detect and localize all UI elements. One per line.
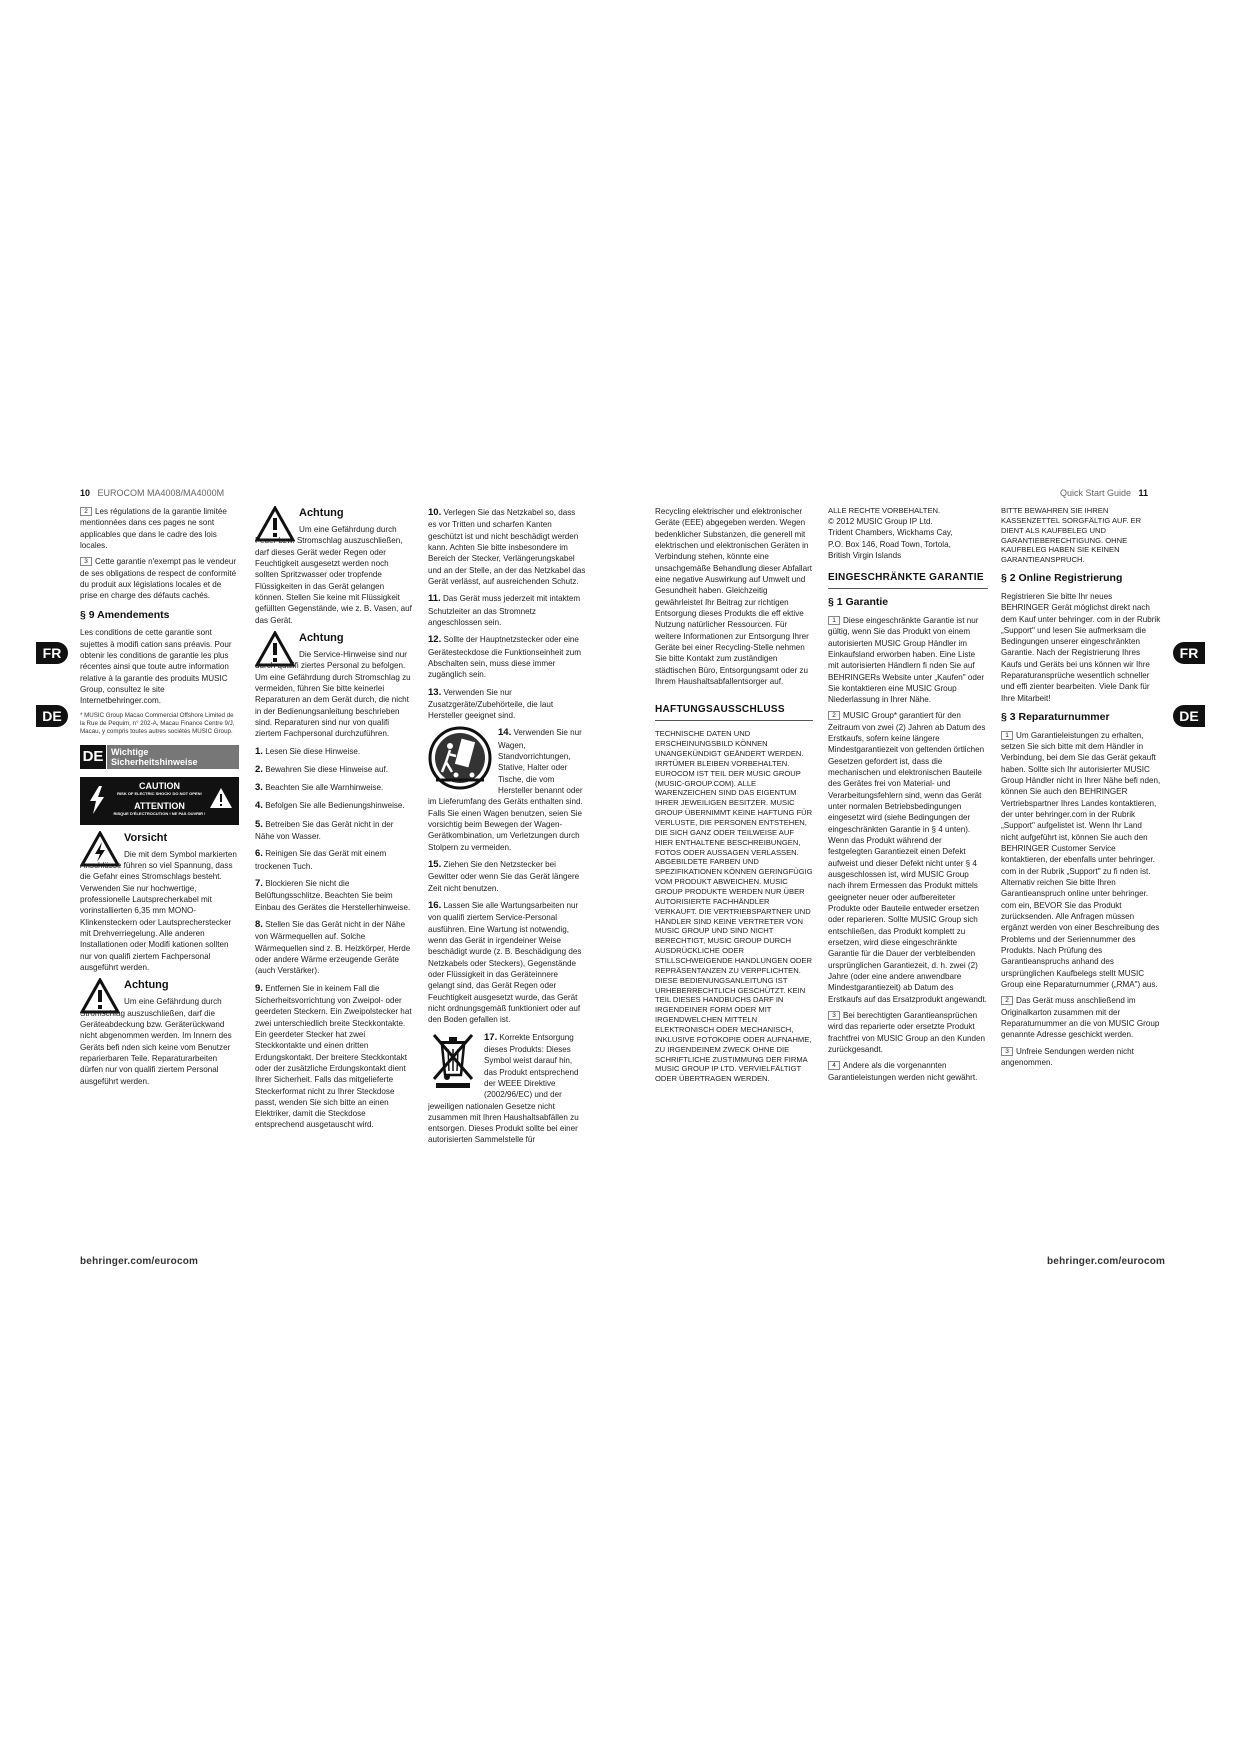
achtung-text: Um eine Gefährdung durch Stromschlag auszuschließen, darf die Geräteabdeckung bzw. Geräterückwand nicht abgenommen werden. Im Innern des Geräts befi nden sich keine vom Benutzer reparierbaren Teile. Reparaturarbeiten dürfen nur von qualifi ziertem Personal ausgeführt werden.: [80, 997, 232, 1086]
amendements-text: Les conditions de cette garantie sont sujettes à modifi cation sans préavis. Pour obtenir les conditions de garantie les plus récentes ainsi que toute autre information relative à la garantie des produits MUSIC Group, consultez le site Internetbehringer.com.: [80, 628, 232, 706]
paragraph: 1 Um Garantieleistungen zu erhalten, setzen Sie sich bitte mit dem Händler in Verbindung, bei dem Sie das Gerät gekauft haben. Sollte sich Ihr autorisierter MUSIC Group Händler nicht in Ihrer Nähe befi nden, können Sie auch den BEHRINGER Vertriebspartner Ihres Landes kontaktieren, der unter behringer.com in der Rubrik „Support" aufgelistet ist. Wenn Ihr Land nicht aufgeführt ist, können Sie auch den BEHRINGER Customer Service kontaktieren, der ebenfalls unter behringer. com in der Rubrik „Support" zu fi nden ist. Alternativ reichen Sie bitte Ihren Garantieanspruch online unter behringer. com ein, BEVOR Sie das Produkt zurücksenden. Alle Anfragen müssen ergänzt werden von einer Beschreibung des Problems und der Seriennummer des Produkts. Nach Prüfung des Garantieanspruchs anhand des ursprünglichen Kaufbelegs stellt MUSIC Group eine Reparaturnummer („RMA") aus.: [1001, 730, 1161, 990]
list-item: 14. Verwenden Sie nur Wagen, Standvorrichtungen, Stative, Halter oder Tische, die vom Hersteller benannt oder im Lieferumfang des Geräts enthalten sind. Falls Sie einen Wagen benutzen, seien Sie vorsichtig beim Bewegen der Wagen-Gerätkombination, um Verletzungen durch Stolpern zu vermeiden.: [428, 727, 583, 852]
registrierung-heading: § 2 Online Registrierung: [1001, 572, 1123, 585]
list-item: 9. Entfernen Sie in keinem Fall die Sicherheitsvorrichtung von Zweipol- oder geerdeten Steckern. Ein Zweipolstecker hat zwei unterschiedlich breite Steckkontakte. Ein geerdeter Stecker hat zwei Steckkontakte und einen dritten Erdungskontakt. Der breitere Steckkontakt oder der zusätzliche Erdungskontakt dient Ihrer Sicherheit. Falls das mitgelieferte Steckerformat nicht zu Ihrer Steckdose passt, wenden Sie sich bitte an einen Elektriker, damit die Steckdose entsprechend ausgetauscht wird.: [255, 982, 412, 1130]
product-name: EUROCOM MA4008/MA4000M: [97, 488, 225, 498]
achtung-heading: Achtung: [124, 979, 169, 992]
list-item: 4. Befolgen Sie alle Bedienungshinweise.: [255, 800, 405, 812]
amendements-heading: § 9 Amendements: [80, 608, 170, 621]
lang-tab-fr-left: FR: [36, 642, 68, 664]
column-3: [428, 506, 586, 1151]
right-header: [1060, 488, 1148, 498]
section-title: Wichtige Sicherheitshinweise: [107, 745, 239, 769]
paragraph: 3 Bei berechtigten Garantieansprüchen wird das reparierte oder ersetzte Produkt frachtfrei von MUSIC Group an den Kunden zurückgesandt.: [828, 1011, 986, 1054]
column-4: [655, 506, 813, 1089]
safety-list: [255, 745, 413, 1131]
list-item-17: [428, 1031, 586, 1146]
list-item: 16. Lassen Sie alle Wartungsarbeiten nur von qualifi ziertem Service-Personal ausführen. Eine Wartung ist notwendig, wenn das Gerät in irgendeiner Weise beschädigt wurde (z. B. Beschädigung des Netzkabels oder Steckers), Gegenstände oder Flüssigkeit in das Geräteinnere gelangt sind, das Gerät Regen oder Feuchtigkeit ausgesetzt wurde, das Gerät nicht ordnungsgemäß funktioniert oder auf den Boden gefallen ist.: [428, 899, 582, 1025]
list-item: 1. Lesen Sie diese Hinweise.: [255, 745, 361, 757]
list-item: 6. Reinigen Sie das Gerät mit einem trockenen Tuch.: [255, 848, 387, 871]
achtung-text: Die Service-Hinweise sind nur durch qualifi ziertes Personal zu befolgen. Um eine Gefährdung durch Stromschlag zu vermeiden, führen Sie bitte keinerlei Reparaturen an dem Gerät durch, die nicht in der Bedienungsanleitung beschrieben sind. Reparaturen sind nur von qualifi ziertem Fachpersonal durchzuführen.: [255, 649, 411, 739]
vorsicht-heading: Vorsicht: [124, 831, 168, 844]
caution-sub: RISK OF ELECTRIC SHOCK! DO NOT OPEN!: [117, 790, 202, 796]
address-line: British Virgin Islands: [828, 550, 902, 560]
number-marker: 3: [828, 1011, 840, 1020]
attention-sub: RISQUE D'ÉLECTROCUTION ! NE PAS OUVRIR !: [113, 810, 206, 816]
list-item: 12. Sollte der Hauptnetzstecker oder eine Gerätesteckdose die Funktionseinheit zum Abschalten sein, muss diese immer zugänglich sein.: [428, 634, 581, 680]
haftung-heading: HAFTUNGSAUSSCHLUSS: [655, 703, 813, 721]
left-header: [80, 488, 224, 498]
vorsicht-text: Die mit dem Symbol markierten Anschlüsse führen so viel Spannung, dass die Gefahr eines Stromschlags besteht. Verwenden Sie nur hochwertige, professionelle Lautsprecherkabel mit vorinstallierten 6,35 mm MONO-Klinkensteckern oder Lautsprecherstecker mit Drehverriegelung. Alle anderen Installationen oder Modifi kationen sollten nur von qualifi ziertem Fachpersonal ausgeführt werden.: [80, 849, 237, 972]
column-2: [255, 506, 413, 1136]
list-item: 11. Das Gerät muss jederzeit mit intaktem Schutzleiter an das Stromnetz angeschlossen sein.: [428, 593, 581, 627]
receipt-notice: BITTE BEWAHREN SIE IHREN KASSENZETTEL SORGFÄLTIG AUF. ER DIENT ALS KAUFBELEG UND GARANTIEBERECHTIGUNG. OHNE KAUFBELEG HABEN SIE KEINEN GARANTIEANSPRUCH.: [1001, 506, 1142, 565]
lang-tab-fr-right: FR: [1173, 642, 1205, 664]
copyright: © 2012 MUSIC Group IP Ltd.: [828, 516, 933, 526]
paragraph: 2 Das Gerät muss anschließend im Originalkarton zusammen mit der Reparaturnummer an die von MUSIC Group genannte Adresse geschickt werden.: [1001, 996, 1160, 1040]
recycling-text: Recycling elektrischer und elektronischer Geräte (EEE) abgegeben werden. Wegen bedenklicher Substanzen, die generell mit elektrischen und elektronischen Geräten in Verbindung stehen, könnte eine unsachgemäße Behandlung dieser Abfallart eine negative Auswirkung auf Umwelt und Gesundheit haben. Gleichzeitig gewährleistet Ihr Beitrag zur richtigen Entsorgung dieses Produkts die eff ektive Nutzung natürlicher Ressourcen. Für weitere Informationen zur Entsorgung Ihrer Geräte bei einer Recycling-Stelle nehmen Sie bitte Kontakt zum zuständigen städtischen Büro, Entsorgungsamt oder zu Ihrem Haushaltsabfallentsorger auf.: [655, 507, 813, 686]
cart-warning-icon: [428, 726, 492, 790]
garantie-s1-heading: § 1 Garantie: [828, 596, 889, 609]
achtung-text: Um eine Gefährdung durch Feuer bzw. Stromschlag auszuschließen, darf dieses Gerät weder Regen oder Feuchtigkeit ausgesetzt werden noch sollten Spritzwasser oder tropfende Flüssigkeiten in das Gerät gelangen können. Stellen Sie keine mit Flüssigkeit gefüllten Gegenstände, wie z. B. Vasen, auf das Gerät.: [255, 525, 412, 625]
list-item: 15. Ziehen Sie den Netzstecker bei Gewitter oder wenn Sie das Gerät längere Zeit nicht benutzen.: [428, 859, 580, 893]
number-marker: 1: [828, 616, 840, 625]
number-marker: 3: [1001, 1047, 1013, 1056]
paragraph: 4 Andere als die vorgenannten Garantieleistungen werden nicht gewährt.: [828, 1061, 978, 1082]
achtung-heading: Achtung: [299, 507, 344, 519]
caution-label: [80, 777, 239, 825]
lang-tab-de-left: DE: [36, 705, 68, 727]
list-item: 5. Betreiben Sie das Gerät nicht in der Nähe von Wasser.: [255, 818, 394, 842]
rights-reserved: ALLE RECHTE VORBEHALTEN.: [828, 506, 941, 515]
right-page-number: 11: [1138, 488, 1149, 498]
list-item: 3. Beachten Sie alle Warnhinweise.: [255, 782, 384, 794]
list-item: 10. Verlegen Sie das Netzkabel so, dass es vor Tritten und scharfen Kanten geschützt ist und nicht beschädigt werden kann. Achten Sie bitte insbesondere im Bereich der Stecker, Verlängerungskabel und an der Stelle, an der das Netzkabel das Gerät verlässt, auf ausreichenden Schutz.: [428, 507, 586, 586]
achtung-heading: Achtung: [299, 631, 344, 644]
paragraph: 3 Unfreie Sendungen werden nicht angenommen.: [1001, 1046, 1134, 1067]
column-5: [828, 506, 988, 1088]
registrierung-text: Registrieren Sie bitte Ihr neues BEHRINGER Gerät möglichst direkt nach dem Kauf unter behringer. com in der Rubrik „Support" und lesen Sie aufmerksam die Bedingungen unserer eingeschränkten Garantie. Nach der Registrierung Ihres Kaufs und Geräts bei uns können wir Ihre Reparaturansprüche wesentlich schneller und effi zienter bearbeiten. Viele Dank für Ihre Mitarbeit!: [1001, 591, 1161, 703]
section-lang: DE: [80, 745, 107, 769]
caution-title: CAUTION: [139, 780, 180, 791]
section-banner: [80, 745, 239, 769]
paragraph: 2 MUSIC Group* garantiert für den Zeitraum von zwei (2) Jahren ab Datum des Erstkaufs, sofern keine längere Mindestgarantiezeit von geltenden örtlichen Gesetzen gefordert ist, dass die mechanischen und elektronischen Bauteile des Gerätes frei von Material- und Verarbeitungsfehlern sind, wenn das Gerät unter normalen Betriebsbedingungen eingesetzt wird (siehe Bedingungen der eingeschränkten Garantie in § 4 unten). Wenn das Produkt während der festgelegten Garantiezeit einen Defekt aufweist und dieser Defekt nicht unter § 4 ausgeschlossen ist, wird MUSIC Group nach ihrem Ermessen das Produkt mittels geeigneter neuer oder aufbereiteter Produkte oder Bauteile entweder ersetzen oder reparieren. Sollte MUSIC Group sich entschließen, das Produkt komplett zu ersetzen, wird diese eingeschränkte Garantie für die Dauer der verbleibenden ursprünglichen Garantiezeit, d. h. zwei (2) Jahre (oder eine andere anwendbare Mindestgarantiezeit) ab Datum des Erstkaufs auf das Ersatzprodukt angewandt.: [828, 711, 987, 1004]
number-marker: 2: [828, 711, 840, 720]
footnote: * MUSIC Group Macao Commercial Offshore Limited de la Rue de Pequim, n° 202-A, Macau Finance Centre 9/J, Macau, y compris toutes autres sociétés MUSIC Group.: [80, 711, 235, 736]
left-footer-url[interactable]: behringer.com/eurocom: [80, 1256, 199, 1267]
paragraph: 1 Diese eingeschränkte Garantie ist nur gültig, wenn Sie das Produkt von einem autorisierten MUSIC Group Händler im Einkaufsland erworben haben. Eine Liste mit autorisierten Händlern fi nden Sie auf BEHRINGERs Website unter „Kaufen" oder Sie kontaktieren eine MUSIC Group Niederlassung in Ihrer Nähe.: [828, 615, 985, 705]
guide-label: Quick Start Guide: [1060, 488, 1132, 498]
number-marker: 1: [1001, 731, 1013, 740]
reparaturnummer-heading: § 3 Reparaturnummer: [1001, 711, 1110, 724]
paragraph: 2 Les régulations de la garantie limitée mentionnées dans ces pages ne sont applicables que dans le cadre des lois locales.: [80, 507, 227, 550]
list-item: 7. Blockieren Sie nicht die Belüftungsschlitze. Beachten Sie beim Einbau des Gerätes die Herstellerhinweise.: [255, 878, 411, 912]
list-item: 13. Verwenden Sie nur Zusatzgeräte/Zubehörteile, die laut Hersteller geeignet sind.: [428, 686, 554, 721]
list-item: 17. Korrekte Entsorgung dieses Produkts: Dieses Symbol weist darauf hin, das Produkt entsprechend der WEEE Direktive (2002/96/EC) und der jeweiligen nationalen Gesetze nicht zusammen mit Ihren Haushaltsabfällen zu entsorgen. Dieses Produkt sollte bei einer autorisierten Sammelstelle für: [428, 1031, 579, 1145]
haftung-text: TECHNISCHE DATEN UND ERSCHEINUNGSBILD KÖNNEN UNANGEKÜNDIGT GEÄNDERT WERDEN. IRRTÜMER BLEIBEN VORBEHALTEN. EUROCOM IST TEIL DER MUSIC GROUP (MUSIC-GROUP.COM). ALLE WARENZEICHEN SIND DAS EIGENTUM IHRER JEWEILIGEN BESITZER. MUSIC GROUP ÜBERNIMMT KEINE HAFTUNG FÜR VERLUSTE, DIE PERSONEN ENTSTEHEN, DIE SICH GANZ ODER TEILWEISE AUF HIER ENTHALTENE BESCHREIBUNGEN, FOTOS ODER AUSSAGEN VERLASSEN. ABGEBILDETE FARBEN UND SPEZIFIKATIONEN KÖNNEN GERINGFÜGIG VOM PRODUKT ABWEICHEN. MUSIC GROUP PRODUKTE WERDEN NUR ÜBER AUTORISIERTE FACHHÄNDLER VERKAUFT. DIE VERTRIEBSPARTNER UND HÄNDLER SIND KEINE VERTRETER VON MUSIC GROUP UND SIND NICHT BERECHTIGT, MUSIC GROUP DURCH AUSDRÜCKLICHE ODER STILLSCHWEIGENDE HANDLUNGEN ODER REPRÄSENTANZEN ZU VERPFLICHTEN. DIESE BEDIENUNGSANLEITUNG IST URHEBERRECHTLICH GESCHÜTZT. KEIN TEIL DIESES HANDBUCHS DARF IN IRGENDEINER FORM ODER MIT IRGENDWELCHEN MITTELN ELEKTRONISCH ODER MECHANISCH, INKLUSIVE FOTOKOPIE ODER AUFNAHME, ZU IRGENDEINEM ZWECK OHNE DIE SCHRIFTLICHE ZUSTIMMUNG DER FIRMA MUSIC GROUP IP LTD. VERVIELFÄLTIGT ODER ÜBERTRAGEN WERDEN.: [655, 729, 813, 1084]
column-1: [80, 506, 240, 1092]
attention-title: ATTENTION: [134, 800, 185, 811]
column-6: [1001, 506, 1161, 1073]
address-line: P.O. Box 146, Road Town, Tortola,: [828, 539, 951, 549]
list-item-14: [428, 726, 586, 853]
list-item: 8. Stellen Sie das Gerät nicht in der Nähe von Wärmequellen auf. Solche Wärmequellen sind z. B. Heizkörper, Herde oder andere Wärme erzeugende Geräte (auch Verstärker).: [255, 918, 411, 976]
left-page-number: 10: [80, 488, 91, 498]
address-line: Trident Chambers, Wickhams Cay,: [828, 528, 953, 538]
number-marker: 4: [828, 1061, 840, 1070]
paragraph: 3 Cette garantie n'exempt pas le vendeur de ses obligations de respect de conformité du produit aux législations locales et de prise en charge des défauts cachés.: [80, 557, 237, 601]
number-marker: 3: [80, 557, 92, 566]
number-marker: 2: [1001, 996, 1013, 1005]
weee-bin-icon: [428, 1031, 478, 1089]
number-marker: 2: [80, 507, 92, 516]
right-footer-url[interactable]: behringer.com/eurocom: [1047, 1256, 1166, 1267]
list-item: 2. Bewahren Sie diese Hinweise auf.: [255, 763, 389, 775]
lang-tab-de-right: DE: [1173, 705, 1205, 727]
garantie-heading: EINGESCHRÄNKTE GARANTIE: [828, 571, 988, 589]
